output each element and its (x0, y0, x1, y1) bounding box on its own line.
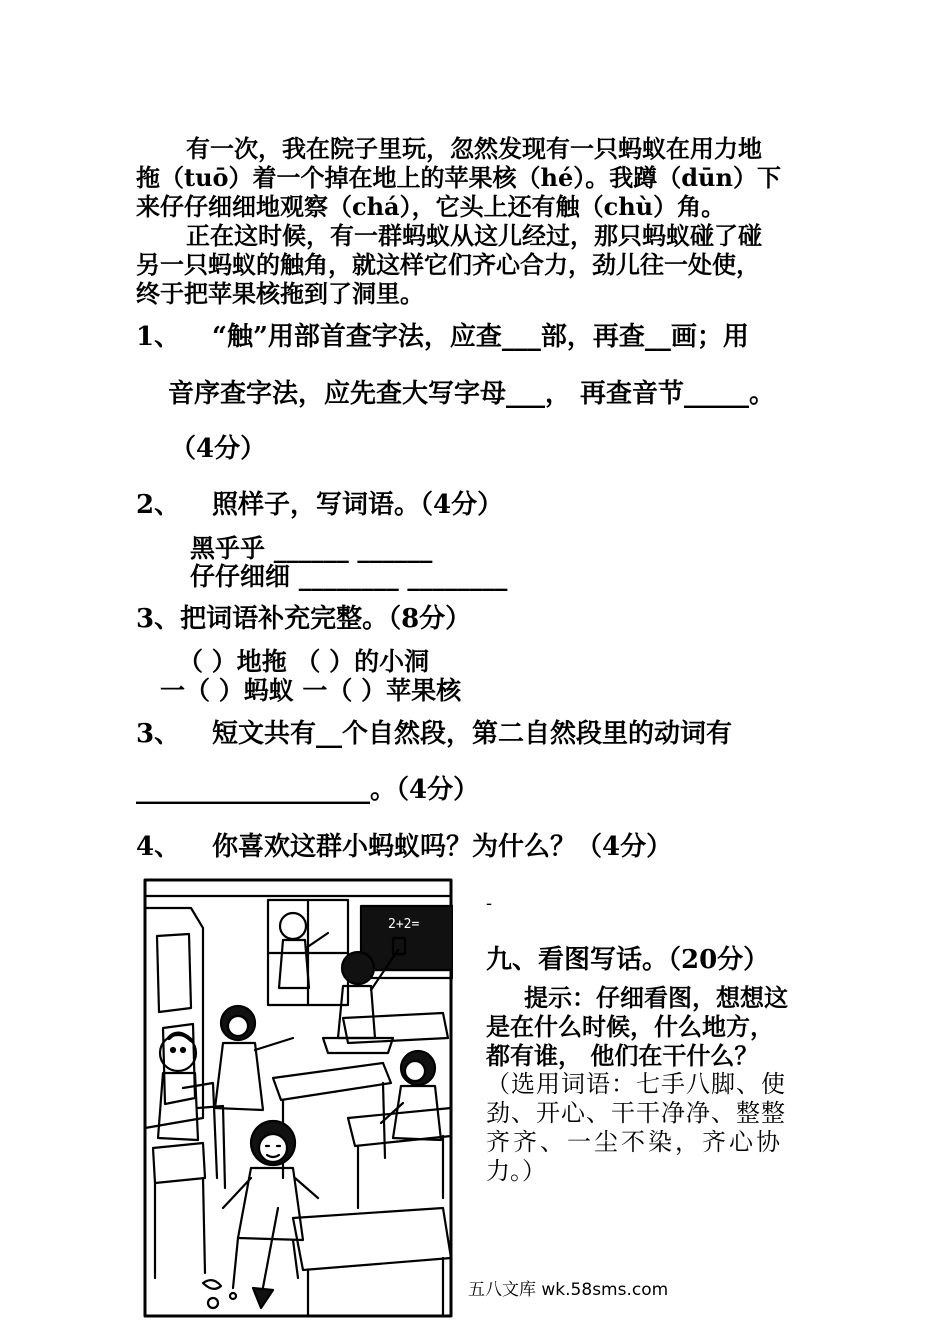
passage-line: 终于把苹果核拖到了洞里。 (136, 279, 424, 308)
question-4-text: 你喜欢这群小蚂蚁吗？为什么？（4分） (212, 832, 673, 862)
classroom-illustration (143, 878, 453, 1318)
question-3b-line-2: __________________。（4分） (136, 775, 480, 805)
word-bank-line: （选用词语：七手八脚、使 (486, 1070, 786, 1098)
question-2-text: 照样子，写词语。（4分） (212, 490, 504, 520)
question-3a-row-1: （ ）地拖 （ ）的小洞 (178, 647, 430, 676)
passage-line: 正在这时候，有一群蚂蚁从这儿经过，那只蚂蚁碰了碰 (186, 221, 762, 250)
passage-line: 来仔仔细细地观察（chá），它头上还有触（chù）角。 (136, 192, 726, 221)
prompt-line: 提示：仔细看图，想想这 (524, 983, 788, 1012)
question-score: （4分） (170, 434, 267, 464)
section-9-title: 九、看图写话。（20分） (486, 945, 770, 975)
section-9-dash: - (486, 893, 493, 914)
question-number: 4、 (136, 832, 181, 862)
question-3a-row-2: 一（ ）蚂蚁 一（ ）苹果核 (160, 676, 462, 705)
word-bank-line: 力。） (486, 1157, 546, 1185)
prompt-line: 是在什么时候，什么地方， (486, 1012, 774, 1041)
question-3b-line-1: 短文共有__个自然段，第二自然段里的动词有 (212, 719, 733, 749)
prompt-line: 都有谁， 他们在干什么？ (486, 1041, 759, 1070)
question-1-line-1: “触”用部首查字法，应查___部，再查__画；用 (212, 322, 749, 352)
passage-line: 拖（tuō）着一个掉在地上的苹果核（hé）。我蹲（dūn）下 (136, 163, 781, 192)
question-1-line-2: 音序查字法，应先查大写字母___， 再查音节_____。 (168, 379, 776, 409)
question-number: 1、 (136, 322, 181, 352)
question-number: 2、 (136, 490, 181, 520)
question-3a-text: 3、把词语补充完整。（8分） (136, 604, 472, 634)
word-bank-line: 劲、开心、干干净净、整整 (486, 1099, 786, 1127)
question-number: 3、 (136, 719, 181, 749)
question-2-row-1: 黑乎乎 ______ ______ (190, 534, 433, 563)
word-bank-line: 齐齐、一尘不染，齐心协 (486, 1128, 783, 1156)
passage-line: 有一次，我在院子里玩，忽然发现有一只蚂蚁在用力地 (186, 134, 762, 163)
footer-watermark: 五八文库 wk.58sms.com (468, 1280, 669, 1300)
blackboard-text: 2+2= (388, 917, 420, 932)
question-2-row-2: 仔仔细细 ________ ________ (190, 562, 508, 591)
passage-line: 另一只蚂蚁的触角，就这样它们齐心合力，劲儿往一处使， (136, 250, 760, 279)
